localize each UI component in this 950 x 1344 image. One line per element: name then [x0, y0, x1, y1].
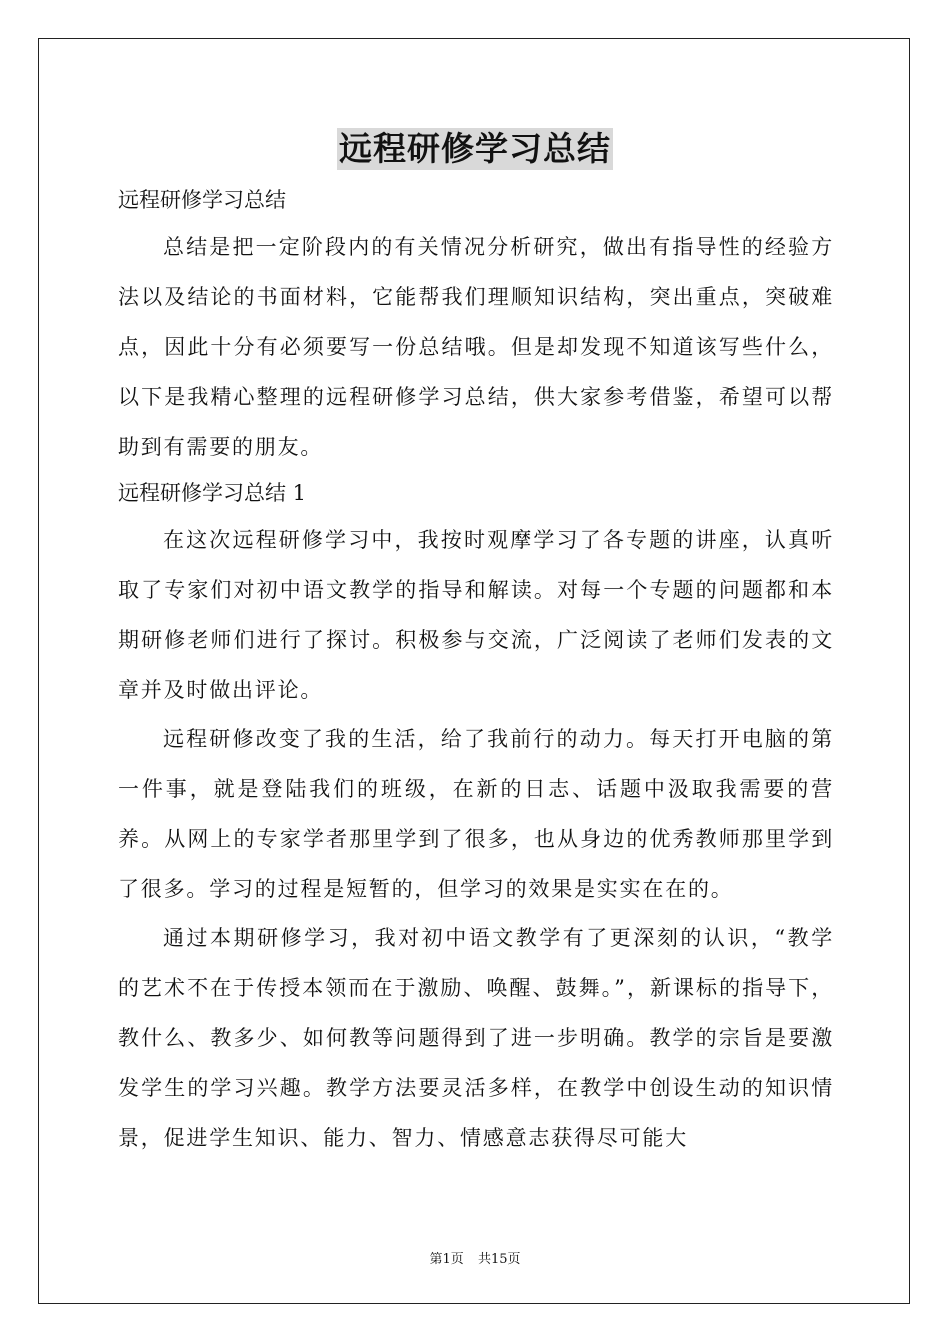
- page-number: 第1页: [429, 1252, 464, 1267]
- document-body: [118, 178, 834, 1162]
- body-paragraph: 远程研修改变了我的生活，给了我前行的动力。每天打开电脑的第一件事，就是登陆我们的班级，在新的日志、话题中汲取我需要的营养。从网上的专家学者那里学到了很多，也从身边的优秀教师那里学到了很多。学习的过程是短暂的，但学习的效果是实实在在的。: [118, 727, 834, 901]
- body-paragraph: 在这次远程研修学习中，我按时观摩学习了各专题的讲座，认真听取了专家们对初中语文教学的指导和解读。对每一个专题的问题都和本期研修老师们进行了探讨。积极参与交流，广泛阅读了老师们发表的文章并及时做出评论。: [118, 528, 834, 702]
- document-subtitle: 远程研修学习总结: [118, 188, 286, 212]
- page-total: 共15页: [477, 1252, 521, 1267]
- body-paragraph: 通过本期研修学习，我对初中语文教学有了更深刻的认识，“教学的艺术不在于传授本领而在于激励、唤醒、鼓舞。”，新课标的指导下，教什么、教多少、如何教等问题得到了进一步明确。教学的宗旨是要激发学生的学习兴趣。教学方法要灵活多样，在教学中创设生动的知识情景，促进学生知识、能力、智力、情感意志获得尽可能大: [118, 926, 834, 1150]
- title-container: [0, 128, 950, 170]
- section-heading: 远程研修学习总结 1: [118, 481, 307, 505]
- intro-paragraph: 总结是把一定阶段内的有关情况分析研究，做出有指导性的经验方法以及结论的书面材料，它能帮我们理顺知识结构，突出重点，突破难点，因此十分有必须要写一份总结哦。但是却发现不知道该写些什么，以下是我精心整理的远程研修学习总结，供大家参考借鉴，希望可以帮助到有需要的朋友。: [118, 235, 834, 459]
- page-footer: [0, 1248, 950, 1267]
- document-title: 远程研修学习总结: [339, 129, 611, 168]
